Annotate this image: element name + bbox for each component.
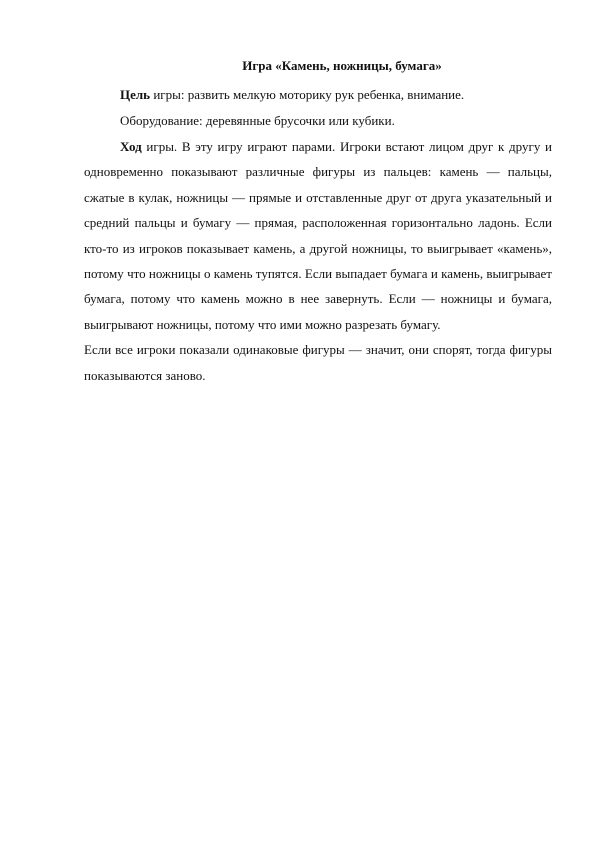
procedure-label: Ход	[120, 139, 142, 154]
procedure-text: игры. В эту игру играют парами. Игроки встают лицом друг к другу и одновременно показывают различные фигуры из пальцев: камень — пальцы, сжатые в кулак, ножницы — прямые и отставленные друг от друга указательный и средний пальцы и бумагу — прямая, расположенная горизонтально ладонь. Если кто-то из игроков показывает камень, а другой ножницы, то выигрывает «камень», потому что ножницы о камень тупятся. Если выпадает бумага и камень, выигрывает бумага, потому что камень можно в нее завернуть. Если — ножницы и бумага, выигрывают ножницы, потому что ими можно разрезать бумагу.	[84, 139, 552, 332]
equipment-line: Оборудование: деревянные брусочки или кубики.	[120, 113, 395, 128]
goal-line	[84, 82, 552, 108]
document-body	[84, 56, 552, 388]
page-title: Игра «Камень, ножницы, бумага»	[242, 58, 442, 73]
procedure-paragraph	[84, 134, 552, 337]
goal-text: игры: развить мелкую моторику рук ребенка, внимание.	[150, 87, 465, 102]
goal-label: Цель	[120, 87, 151, 102]
closing-paragraph: Если все игроки показали одинаковые фигуры — значит, они спорят, тогда фигуры показываются заново.	[84, 342, 552, 383]
